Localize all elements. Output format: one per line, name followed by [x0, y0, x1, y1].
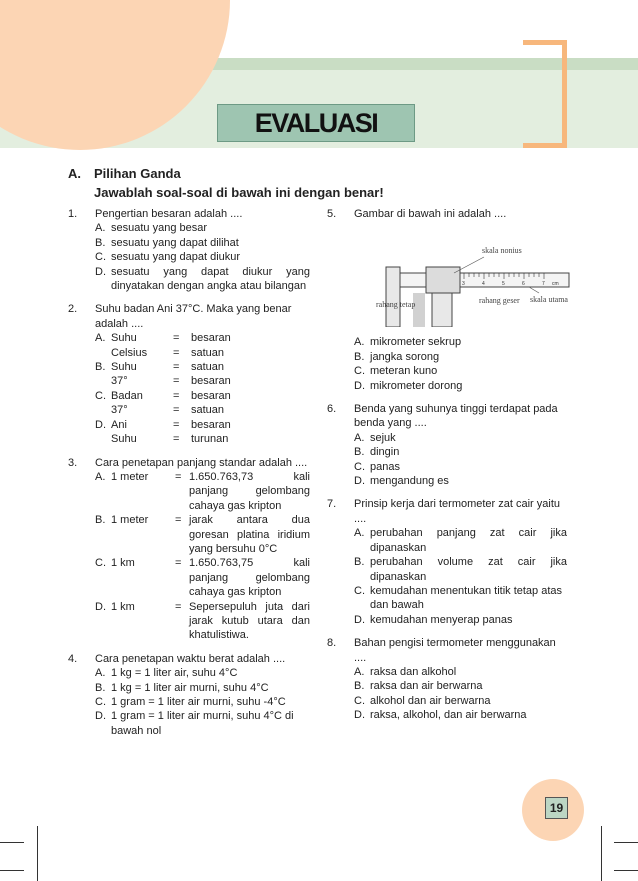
option-letter: A.	[354, 665, 365, 678]
option-term: 37°	[111, 404, 128, 417]
option-letter	[95, 374, 111, 388]
page-title: EVALUASI	[254, 107, 378, 138]
option-value: satuan	[191, 361, 225, 374]
option-term: Suhu	[111, 332, 137, 345]
option	[95, 250, 310, 264]
equals-sign: =	[173, 404, 180, 417]
option	[354, 431, 567, 445]
option-term: 1 meter	[111, 470, 149, 483]
option-text: alkohol dan air berwarna	[370, 694, 491, 707]
option	[354, 584, 567, 613]
label-rahang-tetap: rahang tetap	[376, 300, 416, 310]
option-text: raksa, alkohol, dan air berwarna	[370, 709, 527, 722]
option-value: 1.650.763,73 kali panjang gelombang cahaya gas kripton	[189, 470, 310, 512]
option-letter: B.	[95, 514, 106, 527]
option-letter: C.	[95, 389, 106, 402]
option-term: Badan	[111, 389, 143, 402]
option	[354, 708, 567, 722]
question-6	[327, 402, 567, 488]
option-letter	[95, 403, 111, 417]
option-value: satuan	[191, 346, 225, 359]
option-value: besaran	[191, 332, 231, 345]
left-column	[68, 207, 310, 747]
scale-tick-label: 5	[502, 281, 505, 288]
scale-tick-label: 3	[462, 281, 465, 288]
question-number: 4.	[68, 652, 78, 665]
option	[354, 474, 567, 488]
right-column	[327, 207, 567, 732]
decorative-bracket	[523, 40, 567, 148]
section-header	[68, 164, 384, 202]
option-term: 1 meter	[111, 514, 149, 527]
option-row	[95, 600, 310, 643]
question-number: 5.	[327, 208, 337, 220]
option	[95, 265, 310, 294]
option-value: besaran	[191, 389, 231, 402]
equals-sign: =	[175, 470, 182, 483]
option	[354, 694, 567, 708]
option-text: sejuk	[370, 431, 396, 444]
question-7	[327, 497, 567, 627]
option-row	[95, 331, 310, 345]
option-row	[95, 403, 310, 417]
question-stem: Benda yang suhunya tinggi terdapat pada benda yang ....	[354, 403, 558, 430]
question-number: 7.	[327, 498, 337, 511]
option-value: turunan	[191, 433, 229, 446]
question-number: 6.	[327, 403, 337, 416]
scale-tick-label: 6	[522, 281, 525, 288]
question-5	[327, 207, 567, 393]
vernier-caliper-illustration	[354, 227, 574, 327]
option-letter	[95, 346, 111, 360]
option-text: perubahan panjang zat cair jika dipanaskan	[370, 527, 567, 554]
question-number: 2.	[68, 303, 78, 316]
option-text: 1 kg = 1 liter air murni, suhu 4°C	[111, 681, 269, 694]
option-letter: A.	[95, 470, 106, 483]
option-letter: A.	[95, 667, 106, 680]
option	[354, 679, 567, 693]
option-text: meteran kuno	[370, 365, 438, 378]
option-letter: D.	[354, 475, 365, 488]
option-letter: B.	[95, 681, 106, 694]
option-text: sesuatu yang dapat dilihat	[111, 236, 239, 249]
option-letter: D.	[354, 709, 365, 722]
question-1	[68, 207, 310, 293]
equals-sign: =	[175, 514, 182, 527]
label-skala-utama: skala utama	[530, 295, 568, 305]
option	[354, 364, 574, 378]
option-value: besaran	[191, 418, 231, 431]
option-row	[95, 374, 310, 388]
option-letter: C.	[95, 696, 106, 708]
equals-sign: =	[173, 361, 180, 374]
option	[95, 666, 310, 680]
option-text: 1 gram = 1 liter air murni, suhu 4°C di bawah nol	[111, 710, 294, 737]
option-text: sesuatu yang dapat diukur yang dinyatakan dengan angka atau bilangan	[111, 265, 310, 293]
equals-sign: =	[173, 375, 180, 388]
option-letter: B.	[354, 556, 365, 569]
equals-sign: =	[175, 557, 182, 570]
option	[354, 555, 567, 584]
option-row	[95, 513, 310, 556]
option-text: dingin	[370, 446, 400, 459]
option-term: 1 km	[111, 600, 135, 613]
option	[354, 613, 567, 627]
option-term: 37°	[111, 375, 128, 388]
section-letter: A.	[68, 166, 81, 181]
option-text: kemudahan menentukan titik tetap atas dan bawah	[370, 584, 563, 612]
option-letter: A.	[354, 527, 365, 540]
label-skala-nonius: skala nonius	[482, 246, 522, 256]
option-letter: D.	[95, 265, 106, 278]
question-stem: Cara penetapan panjang standar adalah ....	[95, 456, 308, 469]
equals-sign: =	[173, 389, 180, 402]
question-number: 3.	[68, 456, 78, 469]
option	[354, 460, 567, 474]
page-title-box	[217, 104, 415, 142]
option-letter: D.	[354, 613, 365, 626]
question-stem: Suhu badan Ani 37°C. Maka yang benar adalah ....	[95, 303, 292, 330]
option-term: Suhu	[111, 361, 137, 374]
option-letter: B.	[95, 361, 106, 374]
crop-mark	[614, 870, 638, 871]
option-row	[95, 360, 310, 374]
option	[354, 335, 574, 349]
label-rahang-geser: rahang geser	[479, 296, 520, 306]
option-letter: C.	[354, 460, 365, 473]
option-letter: D.	[95, 418, 106, 431]
option-text: perubahan volume zat cair jika dipanaskan	[370, 556, 567, 583]
question-number: 1.	[68, 208, 78, 220]
option-letter: C.	[354, 365, 365, 378]
option-term: Celsius	[111, 346, 148, 359]
option-text: jangka sorong	[370, 350, 440, 363]
equals-sign: =	[173, 346, 180, 359]
option	[95, 221, 310, 235]
option-letter: C.	[95, 557, 106, 570]
equals-sign: =	[173, 433, 180, 446]
option-term: Ani	[111, 418, 127, 431]
question-stem: Prinsip kerja dari termometer zat cair yaitu ....	[354, 498, 561, 525]
scale-tick-label: 4	[482, 281, 485, 288]
option	[95, 709, 310, 738]
question-stem: Cara penetapan waktu berat adalah ....	[95, 652, 286, 665]
option-letter: A.	[95, 332, 106, 345]
option-letter: A.	[95, 222, 106, 235]
equals-sign: =	[173, 418, 180, 431]
page-number: 19	[545, 797, 568, 819]
option-text: sesuatu yang dapat diukur	[111, 251, 241, 264]
option-row	[95, 470, 310, 513]
option-letter: C.	[95, 251, 106, 264]
option-letter: D.	[95, 710, 106, 723]
option-letter: B.	[354, 680, 365, 693]
option-row	[95, 418, 310, 432]
option	[354, 350, 574, 364]
option-letter: B.	[354, 446, 365, 459]
option-text: raksa dan alkohol	[370, 665, 457, 678]
crop-mark	[601, 826, 602, 881]
option-text: 1 gram = 1 liter air murni, suhu -4°C	[111, 696, 286, 708]
crop-mark	[614, 842, 638, 843]
option-row	[95, 556, 310, 599]
option-value: 1.650.763,75 kali panjang gelombang cahaya gas kripton	[189, 557, 310, 599]
question-4	[68, 652, 310, 738]
option-text: sesuatu yang besar	[111, 222, 208, 235]
crop-mark	[0, 870, 24, 871]
option-value: jarak antara dua goresan platina iridium yang bersuhu 0°C	[189, 514, 310, 555]
option-row	[95, 432, 310, 446]
option	[95, 236, 310, 250]
option-letter	[95, 432, 111, 446]
option-text: mikrometer dorong	[370, 379, 463, 392]
option	[95, 681, 310, 695]
option-letter: A.	[354, 431, 365, 444]
section-heading: Pilihan Ganda	[94, 166, 181, 181]
option-text: 1 kg = 1 liter air, suhu 4°C	[111, 667, 238, 680]
equals-sign: =	[175, 600, 182, 613]
option-value: Sepersepuluh juta dari jarak kutub utara dan khatulistiwa.	[189, 600, 310, 642]
option-text: panas	[370, 460, 400, 473]
option	[354, 526, 567, 555]
option-text: mikrometer sekrup	[370, 336, 462, 349]
question-8	[327, 636, 567, 722]
option-term: Suhu	[111, 433, 137, 446]
option-letter: D.	[95, 600, 106, 613]
option-letter: A.	[354, 336, 365, 349]
scale-tick-label: cm	[552, 281, 559, 288]
option	[95, 695, 310, 709]
section-instruction: Jawablah soal-soal di bawah ini dengan benar!	[94, 185, 384, 200]
question-number: 8.	[327, 637, 337, 650]
question-stem: Gambar di bawah ini adalah ....	[354, 208, 507, 220]
option	[354, 665, 567, 679]
option-letter: C.	[354, 694, 365, 707]
crop-mark	[37, 826, 38, 881]
option-letter: C.	[354, 584, 365, 597]
option-letter: B.	[95, 236, 106, 249]
crop-mark	[0, 842, 24, 843]
question-2	[68, 302, 310, 446]
question-stem: Bahan pengisi termometer menggunakan ....	[354, 637, 556, 664]
option-text: kemudahan menyerap panas	[370, 613, 513, 626]
option-letter: B.	[354, 350, 365, 363]
option-text: mengandung es	[370, 475, 449, 488]
vernier-caliper-figure	[354, 227, 574, 327]
option-row	[95, 389, 310, 403]
option-letter: D.	[354, 379, 365, 392]
equals-sign: =	[173, 332, 180, 345]
option	[354, 379, 574, 393]
option-value: satuan	[191, 404, 225, 417]
question-stem: Pengertian besaran adalah ....	[95, 208, 243, 220]
option	[354, 445, 567, 459]
option-text: raksa dan air berwarna	[370, 680, 483, 693]
option-row	[95, 346, 310, 360]
option-term: 1 km	[111, 557, 135, 570]
scale-tick-label: 7	[542, 281, 545, 288]
question-3	[68, 456, 310, 643]
option-value: besaran	[191, 375, 231, 388]
